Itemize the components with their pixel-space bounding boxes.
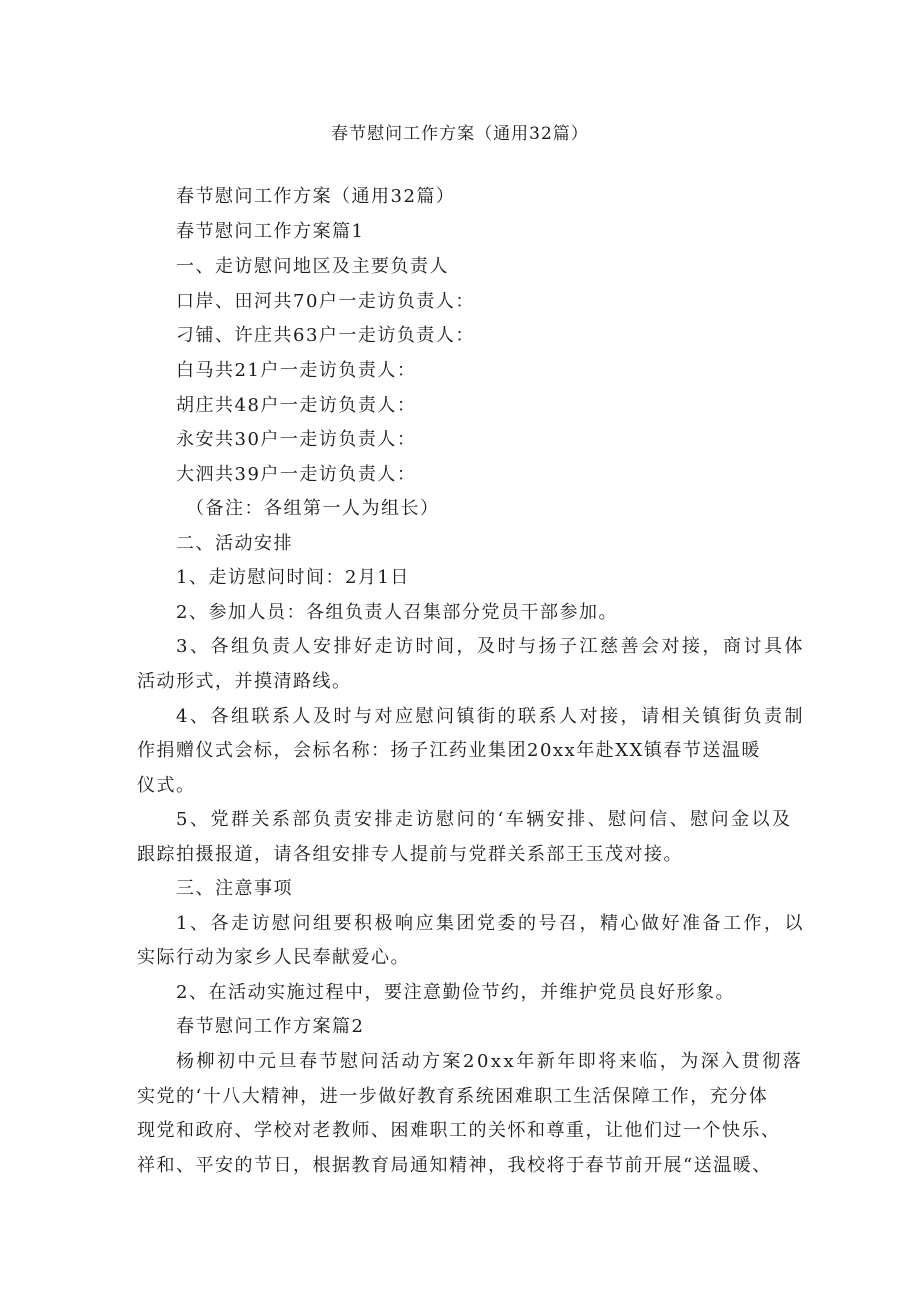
section-heading-2: 春节慰问工作方案篇2 — [176, 1016, 365, 1037]
heading-line: 三、注意事项 — [176, 878, 293, 899]
text-line: 口岸、田河共70户一走访负责人： — [176, 291, 475, 312]
text-line: 实党的‘十八大精神，进一步做好教育系统困难职工生活保障工作，充分体 — [137, 1086, 769, 1107]
section-heading-1: 春节慰问工作方案篇1 — [176, 221, 365, 242]
subtitle-line: 春节慰问工作方案（通用32篇） — [176, 186, 456, 207]
text-line: 祥和、平安的节日，根据教育局通知精神，我校将于春节前开展“送温暖、 — [137, 1155, 772, 1176]
text-line: 1、走访慰问时间：2月1日 — [176, 567, 410, 588]
text-line: 白马共21户一走访负责人： — [176, 360, 417, 381]
text-line: 5、党群关系部负责安排走访慰问的‘车辆安排、慰问信、慰问金以及 — [176, 809, 793, 830]
text-line: 2、参加人员：各组负责人召集部分党员干部参加。 — [176, 602, 618, 623]
note-line: （备注：各组第一人为组长） — [186, 498, 440, 519]
text-line: 实际行动为家乡人民奉献爱心。 — [137, 947, 410, 968]
text-line: 大泗共39户一走访负责人： — [176, 464, 417, 485]
document-title: 春节慰问工作方案（通用32篇） — [331, 124, 589, 144]
heading-line: 二、活动安排 — [176, 533, 293, 554]
text-line: 跟踪拍摄报道，请各组安排专人提前与党群关系部王玉茂对接。 — [137, 844, 683, 865]
text-line: 现党和政府、学校对老教师、困难职工的关怀和尊重，让他们过一个快乐、 — [137, 1120, 781, 1141]
text-line: 胡庄共48户一走访负责人： — [176, 395, 417, 416]
text-line: 刁铺、许庄共63户一走访负责人： — [176, 325, 475, 346]
text-line: 2、在活动实施过程中，要注意勤俭节约，并维护党员良好形象。 — [176, 982, 735, 1003]
text-line: 3、各组负责人安排好走访时间，及时与扬子江慈善会对接，商讨具体 — [176, 636, 805, 657]
text-line: 活动形式，并摸清路线。 — [137, 671, 352, 692]
text-line: 杨柳初中元旦春节慰问活动方案20xx年新年即将来临，为深入贯彻落 — [176, 1051, 804, 1072]
text-line: 1、各走访慰问组要积极响应集团党委的号召，精心做好准备工作，以 — [176, 913, 805, 934]
text-line: 仪式。 — [137, 775, 196, 796]
heading-line: 一、走访慰问地区及主要负责人 — [176, 256, 449, 277]
text-line: 作捐赠仪式会标，会标名称：扬子江药业集团20xx年赴XX镇春节送温暖 — [137, 740, 761, 761]
text-line: 永安共30户一走访负责人： — [176, 429, 417, 450]
text-line: 4、各组联系人及时与对应慰问镇街的联系人对接，请相关镇街负责制 — [176, 706, 805, 727]
